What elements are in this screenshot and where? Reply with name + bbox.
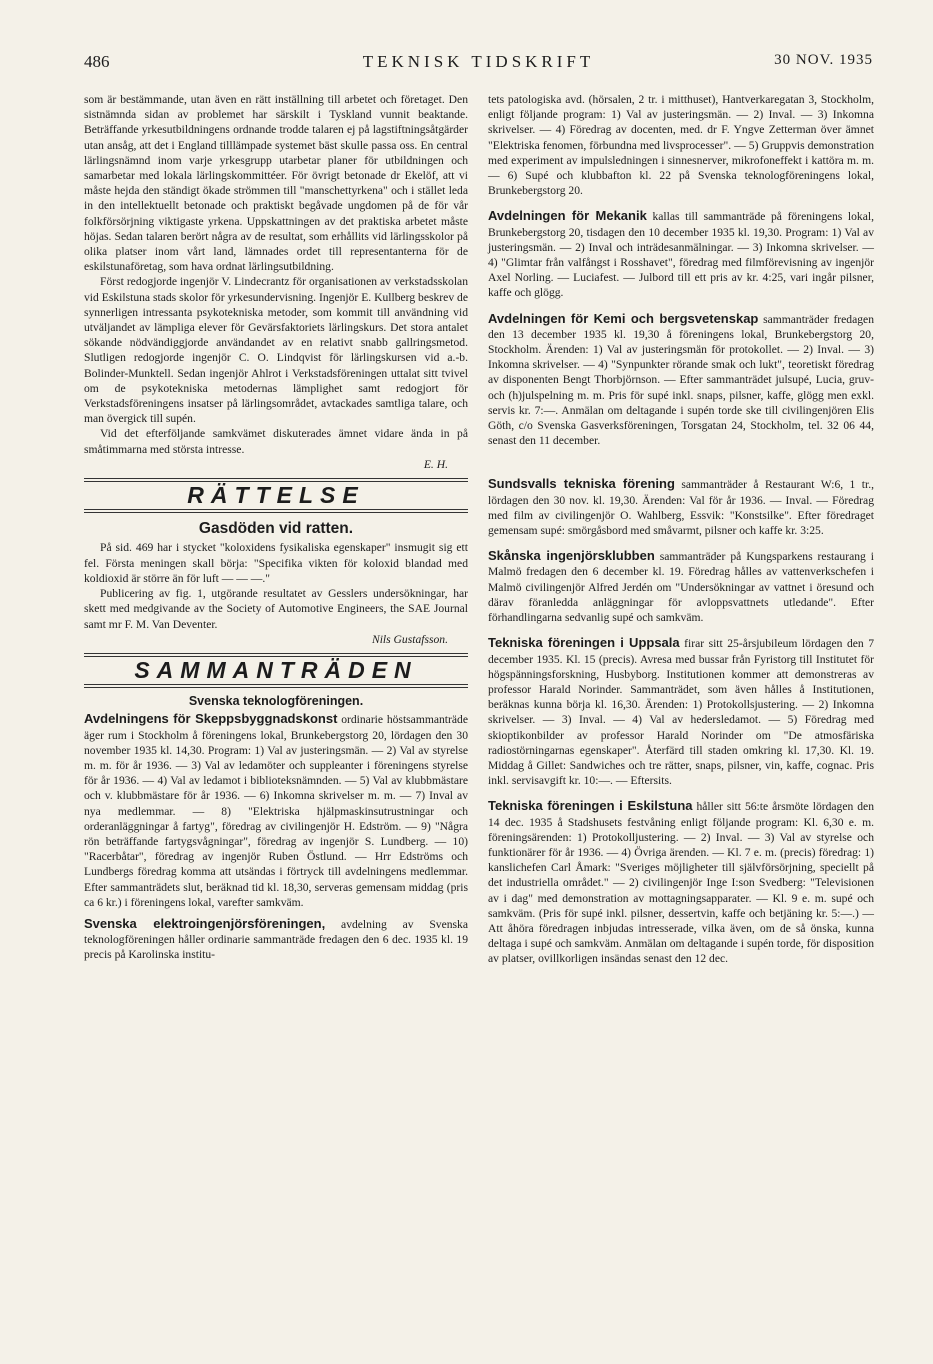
mekanik-notice [488, 208, 874, 300]
uppsala-text: firar sitt 25-årsjubileum lördagen den 7 december 1935. Kl. 15 (precis). Avresa med bussar från Fyristorg till Institutet för högspänningsforskning, Husbyborg. Institutionen kommer att demonstreras av professor Harald Norinder. Sammanträdet, som även hålles å Institutionen, beräknas kunna börja kl. 16,30. Ärenden: 1) Protokollsjustering. — 2) Inkomna skrivelser. — 3) Inval. — 4) Val av hedersledamot. — 5) Föredrag med skioptikonbilder av professor Harald Norinder om "De atmosfäriska radiostörningarnas egenskaper". Återfärd till staden omkring kl. 17,30. Kl. 19. Middag å Gillet: Sandwiches och tre rätter, snaps, pilsner, vin, kaffe, cognac. Pris inkl. servisavgift kr. 10:—. — Eftersits. [488, 637, 874, 788]
skanska-text: sammanträder på Kungsparkens restaurang i Malmö fredagen den 6 december kl. 19. Föredrag hålles av vattenverkschefen i Malmö civilingenjör Alfred Jerdén om "Undersökningar av vattnet i öresund och därav föranledda anläggningar för avloppsvattnets utledande". Efter förhandlingarna sedvanlig supé och samkväm. [488, 550, 874, 625]
gasdoden-paragraph-2: Publicering av fig. 1, utgörande resultatet av Gesslers undersökningar, har skett med medgivande av the Society of Automotive Engineers, the SAE Journal samt mr F. M. Van Deventer. [84, 587, 468, 631]
elektro-notice [84, 916, 468, 963]
intro-paragraph-2: Först redogjorde ingenjör V. Lindecrantz för organisationen av verkstadsskolan vid Eskilstuna stads skolor för yrkesundervisning. Ingenjör E. Kullberg beskrev de synnerligen intressanta psykotekniska metoder, som kommit till användning vid utväljandet av lämpliga elever för Gevärsfaktoriets lärlingskurs. Det stora antalet sökande nödvändiggjorde användandet av en relativt snabb gallringsmetod. Slutligen redogjorde ingenjör C. O. Lindqvist för lärlingskursen vid a.-b. Bolinder-Munktell. Sedan ingenjör Ahlrot i Verkstadsföreningen uttalat sitt tvivel om de psykotekniska metodernas lämplighet samt redogjort för Verkstadsföreningens insatser på lärlingsområdet, avtackades samtliga talare, och man övergick till supén. [84, 275, 468, 426]
intro-paragraph-3: Vid det efterföljande samkvämet diskuterades ämnet vidare ända in på småtimmarna med största intresse. [84, 427, 468, 456]
sundsvall-heading: Sundsvalls tekniska förening [488, 476, 675, 492]
mekanik-heading: Avdelningen för Mekanik [488, 208, 647, 224]
signature-eh: E. H. [423, 457, 448, 471]
skeppsbyggnad-heading: Avdelningens för Skeppsbyggnadskonst [84, 711, 338, 727]
divider-rule [84, 509, 468, 513]
divider-rule [84, 684, 468, 688]
journal-title: TEKNISK TIDSKRIFT [362, 52, 595, 71]
issue-date: 30 NOV. 1935 [774, 52, 873, 68]
skanska-heading: Skånska ingenjörsklubben [488, 548, 655, 564]
elektro-heading: Svenska elektroingenjörsföreningen, [84, 915, 326, 931]
sundsvall-text: sammanträder å Restaurant W:6, 1 tr., lördagen den 30 nov. kl. 19,30. Ärenden: Val för år 1936. — Inval. — Föredrag med film av civilingenjör O. Wahlberg, Essvik: "Konstsilke". Efter föredraget gemensam supé: smörgåsbord med småvarmt, pilsner och kaffe kr. 3:25. [488, 478, 874, 538]
rattelse-banner: RÄTTELSE [187, 482, 365, 509]
signature-nils-gustafsson: Nils Gustafsson. [371, 632, 448, 646]
teknologforeningen-heading: Svenska teknologföreningen. [188, 694, 364, 709]
eskilstuna-notice [488, 798, 874, 966]
eskilstuna-heading: Tekniska föreningen i Eskilstuna [488, 798, 693, 814]
gasdoden-paragraph-1: På sid. 469 har i stycket "koloxidens fysikaliska egenskaper" insmugit sig ett fel. Första meningen skall börja: "Specifika vikten för koloxid blandad med koldioxid är större än för luft — — —." [84, 541, 468, 585]
page-number: 486 [84, 52, 110, 71]
mekanik-text: kallas till sammanträde på föreningens lokal, Brunkebergstorg 20, tisdagen den 10 december 1935 kl. 19,30. Program: 1) Val av justeringsmän. — 2) Inval och inträdesanmälningar. — 3) Inkomna skrivelser. — 4) "Glimtar från valfångst i Rosshavet", föredrag med filmförevisning av ingenjör Axel Norling. — Luciafest. — Julbord till ett pris av kr. 4:25, vari ingår pilsner, kaffe och glögg. [488, 210, 874, 300]
gasdoden-heading: Gasdöden vid ratten. [198, 520, 354, 538]
intro-paragraph-1: som är bestämmande, utan även en rätt inställning till arbetet och företaget. Den sistnämnda sidan av problemet har särskilt i Tyskland vunnit beaktande. Beträffande yrkesutbildningens ordnande trodde talaren ej på lagstiftningsåtgärder utan ansåg, att det i England tilllämpade systemet bäst skulle passa oss. En central lärlingsnämnd inom varje yrkesgrupp utarbetar planer för utbildningen och samarbetar med lokala lärlingskommittéer. För övrigt betonade dr Ekelöf, att vi måste hejda den ständigt ökade strömmen till "manschettyrkena" och i stället leda in den intellektuellt betonade och praktiskt begåvade ungdomen på de för vår folkförsörjning viktigaste yrkena. Uppskattningen av det praktiska arbetet måste höjas. Sedan talaren berört några av de resultat, som erhållits vid lärlingsskolor på olika platser inom vårt land, lämnades ordet till representanterna för de eskilstunaföretag, som hava ordnat lärlingsutbildning. [84, 93, 468, 274]
kemi-text: sammanträder fredagen den 13 december 1935 kl. 19,30 å föreningens lokal, Brunkebergstorg 20, Stockholm. Ärenden: 1) Val av justeringsmän för protokollet. — 2) Inval. — 3) Inkomna skrivelser. — 4) "Synpunkter rörande smak och lukt", teoretiskt föredrag av disponenten Bengt Thorbjörnson. — Efter sammanträdet julsupé, Lucia, gruv- och (h)julspelning m. m. Pris för supé inkl. snaps, pilsner, kaffe, glögg men exkl. servis kr. 7:—. Anmälan om deltagande i supén torde ske till civilingenjören Elis Göth, c/o Svenska Gasverksföreningen, Torsgatan 24, Stockholm, tel. 32 06 44, senast den 11 december. [488, 312, 874, 448]
continuation-text: tets patologiska avd. (hörsalen, 2 tr. i mitthuset), Hantverkaregatan 3, Stockholm, enligt följande program: 1) Val av justeringsmän. — 2) Inval. — 3) Inkomna skrivelser. — 4) Föredrag av docenten, med. dr F. Yngve Zetterman över ämnet "Elektriska fenomen, förbundna med livsprocesser". — 5) Gruppvis demonstration med experiment av impulsledningen i sinnesnerver, mikrofoneffekt i kattöra m. m. — 6) Supé och klubbafton kl. 22 på Svenska teknologföreningens lokal, Brunkebergstorg 20. [488, 93, 874, 198]
kemi-heading: Avdelningen för Kemi och bergsvetenskap [488, 310, 759, 326]
uppsala-notice [488, 635, 874, 788]
sammantraden-banner: SAMMANTRÄDEN [134, 656, 418, 683]
sundsvall-notice [488, 476, 874, 538]
right-column [488, 92, 874, 977]
page-header [84, 52, 873, 82]
skeppsbyggnad-text: ordinarie höstsammanträde äger rum i Stockholm å föreningens lokal, Brunkebergstorg 20, lördagen den 30 november 1935 kl. 14,30. Program: 1) Val av justeringsmän. — 2) Val av styrelse m. m. för år 1936. — 3) Val av ledamöter och suppleanter i föreningens styrelse för år 1936. — 4) Val av ledamot i biblioteksnämnden. — 5) Val av klubbmästare och v. klubbmästare för år 1936. — 6) Inkomna skrivelser m. m. — 7) Inval av nya medlemmar. — 8) "Elektriska hjälpmaskinsutrustningar och orderanläggningar å fartyg", föredrag av civilingenjör H. Edström. — 9) "Några rön beträffande fartygsvågningar", föredrag av ingenjör S. Lundberg. — 10) "Racerbåtar", föredrag av ingenjör Ruben Östlund. — Hrr Edströms och Lundbergs föredrag komma att utsändas i förtryck till avdelningens medlemmar. Efter sammanträdets slut, beräknad tid kl. 18,30, serveras gemensam middag (pris ca 6 kr.) i föreningens lokal, varefter samkväm. [84, 713, 468, 909]
uppsala-heading: Tekniska föreningen i Uppsala [488, 635, 680, 651]
eskilstuna-text: håller sitt 56:te årsmöte lördagen den 14 dec. 1935 å Stadshusets festvåning enligt följande program: Kl. 6,30 e. m. föreningsärenden: 1) Protokolljustering. — 2) Inval. — 3) Val av styrelse och funktionärer för år 1936. — 4) Övriga ärenden. — Kl. 7 e. m. (precis) föredrag: 1) kanslichefen Carl Åmark: "Sveriges möjligheter till självförsörjning, speciellt på det industriella området." — 2) civilingenjör Inge I:son Svedberg: "Televisionen av i dag" med demonstration av mottagningsapparater. — Kl. 9 e. m. supé och samkväm. (Pris för supé inkl. pilsner, dessertvin, kaffe och betjäning kr. 5:—.) — Att åhöra föredragen inbjudas intresserade, vilka även, om de så önska, kunna deltaga i supé och samkväm. Anmälan om deltagande i supén torde, för disposition av platser, ovillkorligen insändas senast den 12 dec. [488, 800, 874, 966]
skanska-notice [488, 548, 874, 625]
elektro-text: avdelning av Svenska teknologföreningen håller ordinarie sammanträde fredagen den 6 dec. 1935 kl. 19 precis på Karolinska institu- [84, 917, 468, 962]
kemi-notice [488, 311, 874, 449]
skeppsbyggnad-notice [84, 711, 468, 910]
left-column [84, 92, 468, 963]
